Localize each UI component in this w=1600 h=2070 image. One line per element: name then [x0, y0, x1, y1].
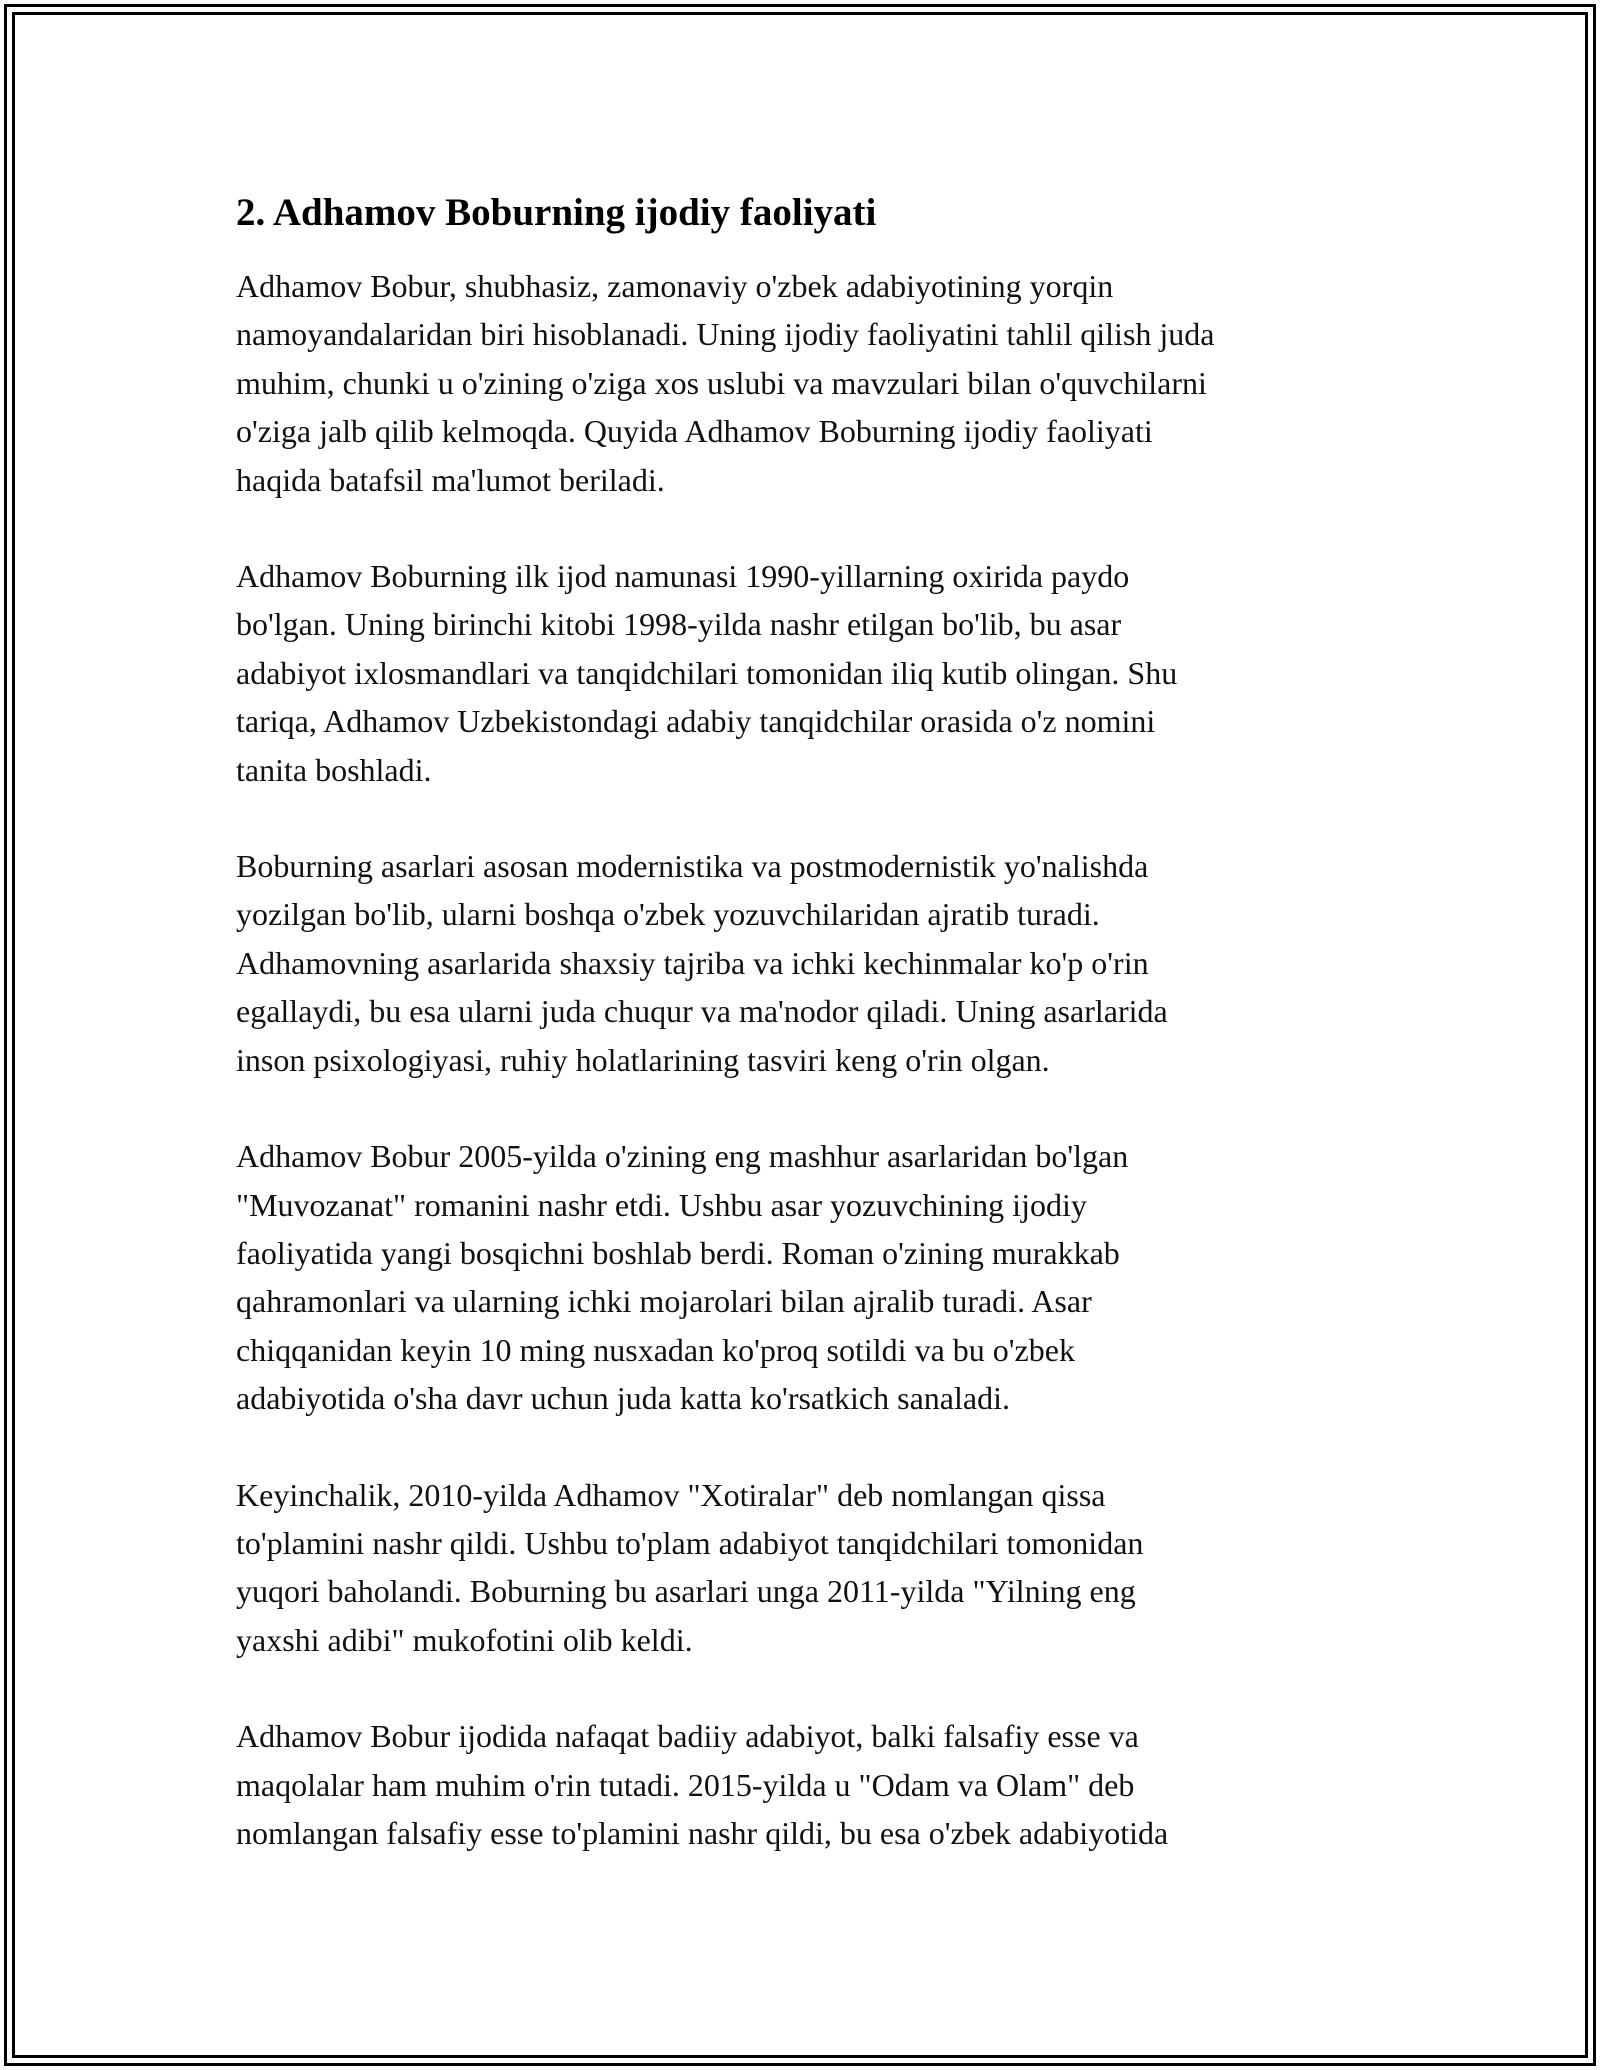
- document-body: [236, 186, 1396, 1905]
- paragraph-intro: Adhamov Bobur, shubhasiz, zamonaviy o'zbek adabiyotining yorqin namoyandalaridan biri hisoblanadi. Uning ijodiy faoliyatini tahlil qilish juda muhim, chunki u o'zining o'ziga xos uslubi va mavzulari bilan o'quvchilarni o'ziga jalb qilib kelmoqda. Quyida Adhamov Boburning ijodiy faoliyati haqida batafsil ma'lumot beriladi.: [236, 268, 1215, 498]
- paragraph-essays: Adhamov Bobur ijodida nafaqat badiiy adabiyot, balki falsafiy esse va maqolalar ham muhim o'rin tutadi. 2015-yilda u "Odam va Olam" deb nomlangan falsafiy esse to'plamini nashr qildi, bu esa o'zbek adabiyotida: [236, 1718, 1169, 1851]
- paragraph-xotiralar: Keyinchalik, 2010-yilda Adhamov "Xotiralar" deb nomlangan qissa to'plamini nashr qildi. Ushbu to'plam adabiyot tanqidchilari tomonidan yuqori baholandi. Boburning bu asarlari unga 2011-yilda "Yilning eng yaxshi adibi" mukofotini olib keldi.: [236, 1476, 1144, 1658]
- section-heading: 2. Adhamov Boburning ijodiy faoliyati: [236, 191, 877, 234]
- paragraph-style: Boburning asarlari asosan modernistika va postmodernistik yo'nalishda yozilgan bo'lib, ularni boshqa o'zbek yozuvchilaridan ajratib turadi. Adhamovning asarlarida shaxsiy tajriba va ichki kechinmalar ko'p o'rin egallaydi, bu esa ularni juda chuqur va ma'nodor qiladi. Uning asarlarida inson psixologiyasi, ruhiy holatlarining tasviri keng o'rin olgan.: [236, 848, 1168, 1078]
- paragraph-muvozanat: Adhamov Bobur 2005-yilda o'zining eng mashhur asarlaridan bo'lgan "Muvozanat" romanini nashr etdi. Ushbu asar yozuvchining ijodiy faoliyatida yangi bosqichni boshlab berdi. Roman o'zining murakkab qahramonlari va ularning ichki mojarolari bilan ajralib turadi. Asar chiqqanidan keyin 10 ming nusxadan ko'proq sotildi va bu o'zbek adabiyotida o'sha davr uchun juda katta ko'rsatkich sanaladi.: [236, 1138, 1129, 1417]
- paragraph-first-work: Adhamov Boburning ilk ijod namunasi 1990-yillarning oxirida paydo bo'lgan. Uning birinchi kitobi 1998-yilda nashr etilgan bo'lib, bu asar adabiyot ixlosmandlari va tanqidchilari tomonidan iliq kutib olingan. Shu tariqa, Adhamov Uzbekistondagi adabiy tanqidchilar orasida o'z nomini tanita boshladi.: [236, 558, 1178, 788]
